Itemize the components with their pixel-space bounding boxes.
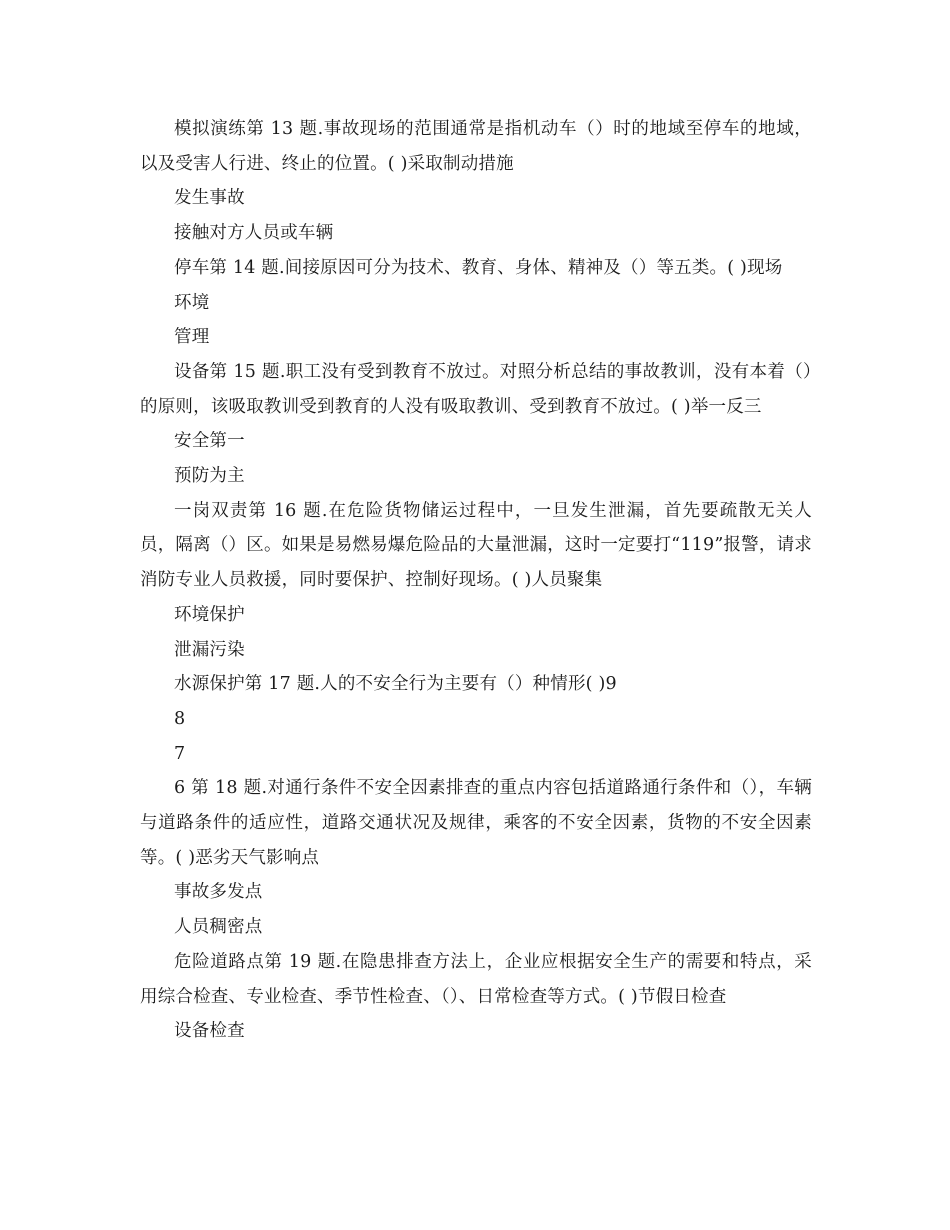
question-18-paragraph: 6 第 18 题.对通行条件不安全因素排查的重点内容包括道路通行条件和（），车辆与道路条件的适应性，道路交通状况及规律，乘客的不安全因素，货物的不安全因素等。( )恶劣天气影响点	[140, 778, 812, 868]
question-14-option: 管理	[174, 327, 210, 348]
question-15-option: 安全第一	[174, 431, 245, 452]
question-17-paragraph: 水源保护第 17 题.人的不安全行为主要有（）种情形( )9	[174, 674, 617, 695]
question-15-paragraph: 设备第 15 题.职工没有受到教育不放过。对照分析总结的事故教训，没有本着（）的原则，该吸取教训受到教育的人没有吸取教训、受到教育不放过。( )举一反三	[140, 361, 812, 417]
question-15-option: 预防为主	[174, 466, 245, 487]
question-13-paragraph: 模拟演练第 13 题.事故现场的范围通常是指机动车（）时的地域至停车的地域，以及受害人行进、终止的位置。( )采取制动措施	[140, 119, 812, 174]
question-13-option: 发生事故	[174, 188, 245, 209]
question-19-paragraph: 危险道路点第 19 题.在隐患排查方法上，企业应根据安全生产的需要和特点，采用综合检查、专业检查、季节性检查、（）、日常检查等方式。( )节假日检查	[140, 951, 812, 1007]
question-18-option: 事故多发点	[174, 882, 263, 903]
question-text-body	[140, 112, 812, 1049]
question-16-option: 泄漏污染	[174, 639, 245, 660]
question-19-option: 设备检查	[174, 1021, 245, 1042]
question-18-option: 人员稠密点	[174, 917, 263, 938]
question-16-option: 环境保护	[174, 604, 245, 625]
question-17-option: 8	[174, 708, 186, 729]
question-14-option: 环境	[174, 292, 210, 313]
question-17-option: 7	[174, 743, 186, 764]
question-16-paragraph: 一岗双责第 16 题.在危险货物储运过程中，一旦发生泄漏，首先要疏散无关人员，隔离（）区。如果是易燃易爆危险品的大量泄漏，这时一定要打“119”报警，请求消防专业人员救援，同时要保护、控制好现场。( )人员聚集	[140, 500, 812, 591]
question-13-option: 接触对方人员或车辆	[174, 223, 334, 244]
question-14-paragraph: 停车第 14 题.间接原因可分为技术、教育、身体、精神及（）等五类。( )现场	[174, 257, 783, 278]
